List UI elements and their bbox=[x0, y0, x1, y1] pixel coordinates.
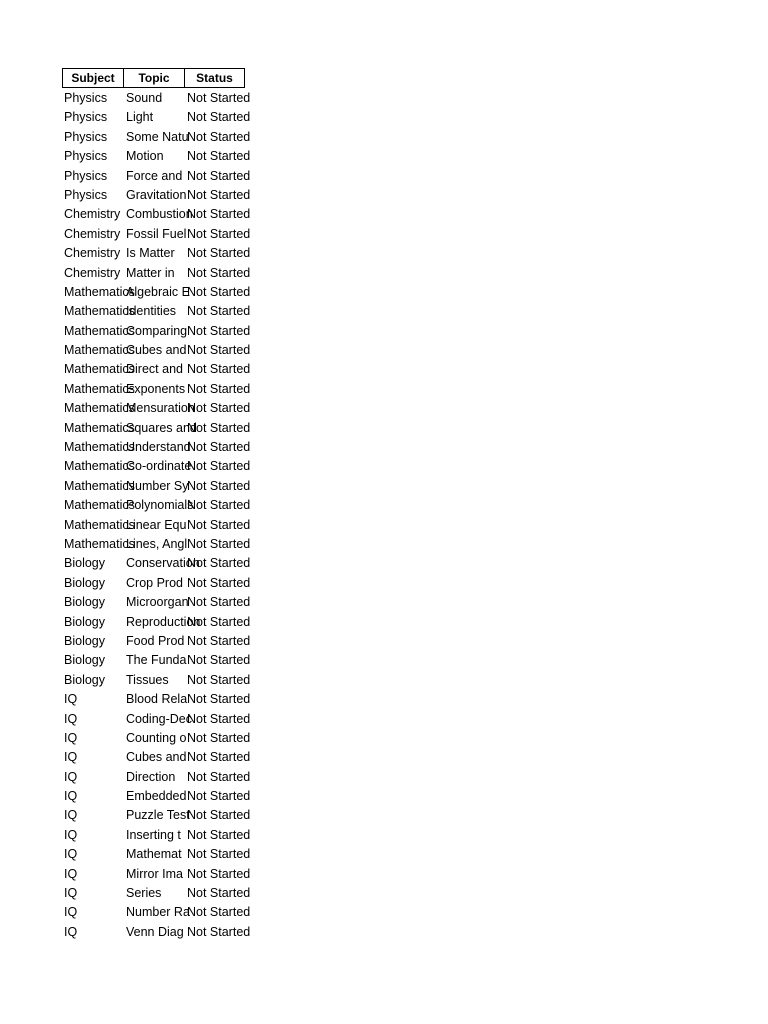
topic-cell[interactable]: Some Natu bbox=[126, 129, 189, 144]
subject-cell[interactable]: IQ bbox=[64, 789, 78, 804]
subject-cell[interactable]: Mathematics bbox=[64, 304, 135, 319]
topic-cell[interactable]: Linear Equ bbox=[126, 517, 187, 532]
table-row bbox=[62, 340, 251, 359]
topic-cell[interactable]: Understand bbox=[126, 440, 191, 455]
status-cell[interactable]: Not Started bbox=[187, 595, 251, 610]
status-cell[interactable]: Not Started bbox=[187, 381, 251, 396]
topic-cell[interactable]: Food Prod bbox=[126, 633, 185, 648]
topic-cell[interactable]: Inserting t bbox=[126, 827, 181, 842]
table-row bbox=[62, 243, 251, 262]
subject-cell[interactable]: Mathematics bbox=[64, 459, 135, 474]
table-row bbox=[62, 476, 251, 495]
spreadsheet-table bbox=[62, 68, 251, 941]
table-row bbox=[62, 573, 251, 592]
status-cell[interactable]: Not Started bbox=[187, 789, 251, 804]
subject-cell[interactable]: IQ bbox=[64, 905, 78, 920]
table-row bbox=[62, 301, 251, 320]
topic-cell[interactable]: Coding-Dec bbox=[126, 711, 193, 726]
topic-cell[interactable]: Co-ordinate bbox=[126, 459, 192, 474]
topic-cell[interactable]: Identities bbox=[126, 304, 177, 319]
status-cell[interactable]: Not Started bbox=[187, 905, 251, 920]
subject-cell[interactable]: Biology bbox=[64, 633, 105, 648]
table-row bbox=[62, 379, 251, 398]
topic-cell[interactable]: Tissues bbox=[126, 672, 169, 687]
status-cell[interactable]: Not Started bbox=[187, 866, 251, 881]
table-row bbox=[62, 495, 251, 514]
table-row bbox=[62, 166, 251, 185]
table-row bbox=[62, 592, 251, 611]
status-cell[interactable]: Not Started bbox=[187, 323, 251, 338]
subject-cell[interactable]: Mathematics bbox=[64, 343, 135, 358]
status-cell[interactable]: Not Started bbox=[187, 575, 251, 590]
subject-cell[interactable]: IQ bbox=[64, 847, 78, 862]
status-cell[interactable]: Not Started bbox=[187, 556, 251, 571]
topic-cell[interactable]: Series bbox=[126, 886, 162, 901]
status-cell[interactable]: Not Started bbox=[187, 924, 251, 939]
table-row bbox=[62, 747, 251, 766]
subject-cell[interactable]: Mathematics bbox=[64, 536, 135, 551]
table-row bbox=[62, 709, 251, 728]
topic-cell[interactable]: Squares and bbox=[126, 420, 197, 435]
subject-cell[interactable]: IQ bbox=[64, 827, 78, 842]
subject-cell[interactable]: Physics bbox=[64, 91, 108, 105]
status-cell[interactable]: Not Started bbox=[187, 711, 251, 726]
subject-cell[interactable]: IQ bbox=[64, 866, 78, 881]
subject-cell[interactable]: Mathematics bbox=[64, 517, 135, 532]
subject-cell[interactable]: Physics bbox=[64, 168, 108, 183]
status-cell[interactable]: Not Started bbox=[187, 750, 251, 765]
status-cell[interactable]: Not Started bbox=[187, 187, 251, 202]
topic-cell[interactable]: Reproduction bbox=[126, 614, 201, 629]
table-row bbox=[62, 767, 251, 786]
subject-cell[interactable]: Mathematics bbox=[64, 420, 135, 435]
table-row bbox=[62, 805, 251, 824]
table-row bbox=[62, 456, 251, 475]
table-row bbox=[62, 650, 251, 669]
subject-cell[interactable]: Biology bbox=[64, 653, 105, 668]
table-row bbox=[62, 146, 251, 165]
subject-cell[interactable]: Mathematics bbox=[64, 401, 135, 416]
header-subject[interactable]: Subject bbox=[62, 68, 124, 88]
table-row bbox=[62, 321, 251, 340]
subject-cell[interactable]: Physics bbox=[64, 110, 108, 125]
subject-cell[interactable]: Mathematics bbox=[64, 478, 135, 493]
topic-cell[interactable]: Exponents bbox=[126, 381, 186, 396]
subject-cell[interactable]: Chemistry bbox=[64, 265, 121, 280]
topic-cell[interactable]: Matter in bbox=[126, 265, 175, 280]
table-row bbox=[62, 883, 251, 902]
status-cell[interactable]: Not Started bbox=[187, 362, 251, 377]
table-row bbox=[62, 437, 251, 456]
subject-cell[interactable]: IQ bbox=[64, 886, 78, 901]
subject-cell[interactable]: Mathematics bbox=[64, 381, 135, 396]
status-cell[interactable]: Not Started bbox=[187, 401, 251, 416]
topic-cell[interactable]: Blood Rela bbox=[126, 692, 188, 707]
status-cell[interactable]: Not Started bbox=[187, 653, 251, 668]
topic-cell[interactable]: Comparing bbox=[126, 323, 188, 338]
status-cell[interactable]: Not Started bbox=[187, 459, 251, 474]
table-row bbox=[62, 670, 251, 689]
status-cell[interactable]: Not Started bbox=[187, 692, 251, 707]
table-row bbox=[62, 418, 251, 437]
topic-cell[interactable]: Direct and bbox=[126, 362, 183, 377]
table-row bbox=[62, 107, 251, 126]
topic-cell[interactable]: Gravitation bbox=[126, 187, 187, 202]
table-row bbox=[62, 263, 251, 282]
status-cell[interactable]: Not Started bbox=[187, 420, 251, 435]
subject-cell[interactable]: Biology bbox=[64, 575, 105, 590]
topic-cell[interactable]: Number Sy bbox=[126, 478, 189, 493]
table-row bbox=[62, 864, 251, 883]
status-cell[interactable]: Not Started bbox=[187, 149, 251, 164]
table-row bbox=[62, 282, 251, 301]
topic-cell[interactable]: Cubes and bbox=[126, 343, 187, 358]
status-cell[interactable]: Not Started bbox=[187, 614, 251, 629]
subject-cell[interactable]: Chemistry bbox=[64, 226, 121, 241]
subject-cell[interactable]: IQ bbox=[64, 769, 78, 784]
subject-cell[interactable]: Physics bbox=[64, 187, 108, 202]
status-cell[interactable]: Not Started bbox=[187, 91, 251, 105]
status-cell[interactable]: Not Started bbox=[187, 129, 251, 144]
table-row bbox=[62, 224, 251, 243]
topic-cell[interactable]: Microorgan bbox=[126, 595, 189, 610]
status-cell[interactable]: Not Started bbox=[187, 536, 251, 551]
topic-cell[interactable]: Lines, Angl bbox=[126, 536, 188, 551]
subject-cell[interactable]: IQ bbox=[64, 692, 78, 707]
topic-cell[interactable]: Mathemat bbox=[126, 847, 182, 862]
topic-cell[interactable]: Is Matter bbox=[126, 246, 175, 261]
status-cell[interactable]: Not Started bbox=[187, 168, 251, 183]
table-row bbox=[62, 922, 251, 941]
status-cell[interactable]: Not Started bbox=[187, 633, 251, 648]
subject-cell[interactable]: Biology bbox=[64, 595, 105, 610]
topic-cell[interactable]: Sound bbox=[126, 91, 163, 105]
topic-cell[interactable]: Mensuration bbox=[126, 401, 195, 416]
subject-cell[interactable]: Mathematics bbox=[64, 284, 135, 299]
topic-cell[interactable]: Force and bbox=[126, 168, 183, 183]
table-row bbox=[62, 631, 251, 650]
subject-cell[interactable]: Biology bbox=[64, 614, 105, 629]
topic-cell[interactable]: Mirror Ima bbox=[126, 866, 183, 881]
subject-cell[interactable]: Mathematics bbox=[64, 498, 135, 513]
status-cell[interactable]: Not Started bbox=[187, 769, 251, 784]
subject-cell[interactable]: IQ bbox=[64, 711, 78, 726]
topic-cell[interactable]: Light bbox=[126, 110, 154, 125]
table-row bbox=[62, 844, 251, 863]
table-row bbox=[62, 612, 251, 631]
status-cell[interactable]: Not Started bbox=[187, 886, 251, 901]
subject-cell[interactable]: Physics bbox=[64, 129, 108, 144]
subject-cell[interactable]: IQ bbox=[64, 750, 78, 765]
status-cell[interactable]: Not Started bbox=[187, 440, 251, 455]
topic-cell[interactable]: Venn Diag bbox=[126, 924, 184, 939]
topic-cell[interactable]: Crop Prod bbox=[126, 575, 183, 590]
topic-cell[interactable]: Embedded bbox=[126, 789, 187, 804]
status-cell[interactable]: Not Started bbox=[187, 498, 251, 513]
subject-cell[interactable]: Chemistry bbox=[64, 246, 121, 261]
table-row bbox=[62, 359, 251, 378]
table-row bbox=[62, 902, 251, 921]
table-row bbox=[62, 786, 251, 805]
table-row bbox=[62, 398, 251, 417]
status-cell[interactable]: Not Started bbox=[187, 207, 251, 222]
subject-cell[interactable]: Biology bbox=[64, 672, 105, 687]
header-topic[interactable]: Topic bbox=[124, 68, 185, 88]
table-body bbox=[62, 88, 251, 941]
status-cell[interactable]: Not Started bbox=[187, 517, 251, 532]
subject-cell[interactable]: IQ bbox=[64, 730, 78, 745]
table-row bbox=[62, 127, 251, 146]
topic-cell[interactable]: Polynomials bbox=[126, 498, 194, 513]
table-row bbox=[62, 553, 251, 572]
status-cell[interactable]: Not Started bbox=[187, 110, 251, 125]
topic-cell[interactable]: Combustion bbox=[126, 207, 193, 222]
subject-cell[interactable]: IQ bbox=[64, 924, 78, 939]
table-row bbox=[62, 515, 251, 534]
status-cell[interactable]: Not Started bbox=[187, 672, 251, 687]
status-cell[interactable]: Not Started bbox=[187, 478, 251, 493]
table-row bbox=[62, 534, 251, 553]
topic-cell[interactable]: Direction bbox=[126, 769, 176, 784]
status-cell[interactable]: Not Started bbox=[187, 284, 251, 299]
table-row bbox=[62, 728, 251, 747]
topic-cell[interactable]: Puzzle Test bbox=[126, 808, 190, 823]
table-row bbox=[62, 88, 251, 107]
topic-cell[interactable]: Fossil Fuel bbox=[126, 226, 187, 241]
subject-cell[interactable]: Mathematics bbox=[64, 440, 135, 455]
subject-cell[interactable]: Mathematics bbox=[64, 323, 135, 338]
table-row bbox=[62, 185, 251, 204]
subject-cell[interactable]: Biology bbox=[64, 556, 105, 571]
status-cell[interactable]: Not Started bbox=[187, 226, 251, 241]
header-row bbox=[62, 68, 245, 88]
status-cell[interactable]: Not Started bbox=[187, 827, 251, 842]
status-cell[interactable]: Not Started bbox=[187, 808, 251, 823]
status-cell[interactable]: Not Started bbox=[187, 246, 251, 261]
status-cell[interactable]: Not Started bbox=[187, 343, 251, 358]
table-row bbox=[62, 204, 251, 223]
table-row bbox=[62, 689, 251, 708]
status-cell[interactable]: Not Started bbox=[187, 730, 251, 745]
header-status[interactable]: Status bbox=[185, 68, 245, 88]
topic-cell[interactable]: Algebraic E bbox=[126, 284, 190, 299]
status-cell[interactable]: Not Started bbox=[187, 304, 251, 319]
topic-cell[interactable]: Conservation bbox=[126, 556, 200, 571]
topic-cell[interactable]: Counting o bbox=[126, 730, 187, 745]
subject-cell[interactable]: IQ bbox=[64, 808, 78, 823]
status-cell[interactable]: Not Started bbox=[187, 265, 251, 280]
status-cell[interactable]: Not Started bbox=[187, 847, 251, 862]
subject-cell[interactable]: Chemistry bbox=[64, 207, 121, 222]
topic-cell[interactable]: The Funda bbox=[126, 653, 187, 668]
table-row bbox=[62, 825, 251, 844]
subject-cell[interactable]: Mathematics bbox=[64, 362, 135, 377]
topic-cell[interactable]: Motion bbox=[126, 149, 164, 164]
topic-cell[interactable]: Number Ra bbox=[126, 905, 190, 920]
subject-cell[interactable]: Physics bbox=[64, 149, 108, 164]
topic-cell[interactable]: Cubes and bbox=[126, 750, 187, 765]
